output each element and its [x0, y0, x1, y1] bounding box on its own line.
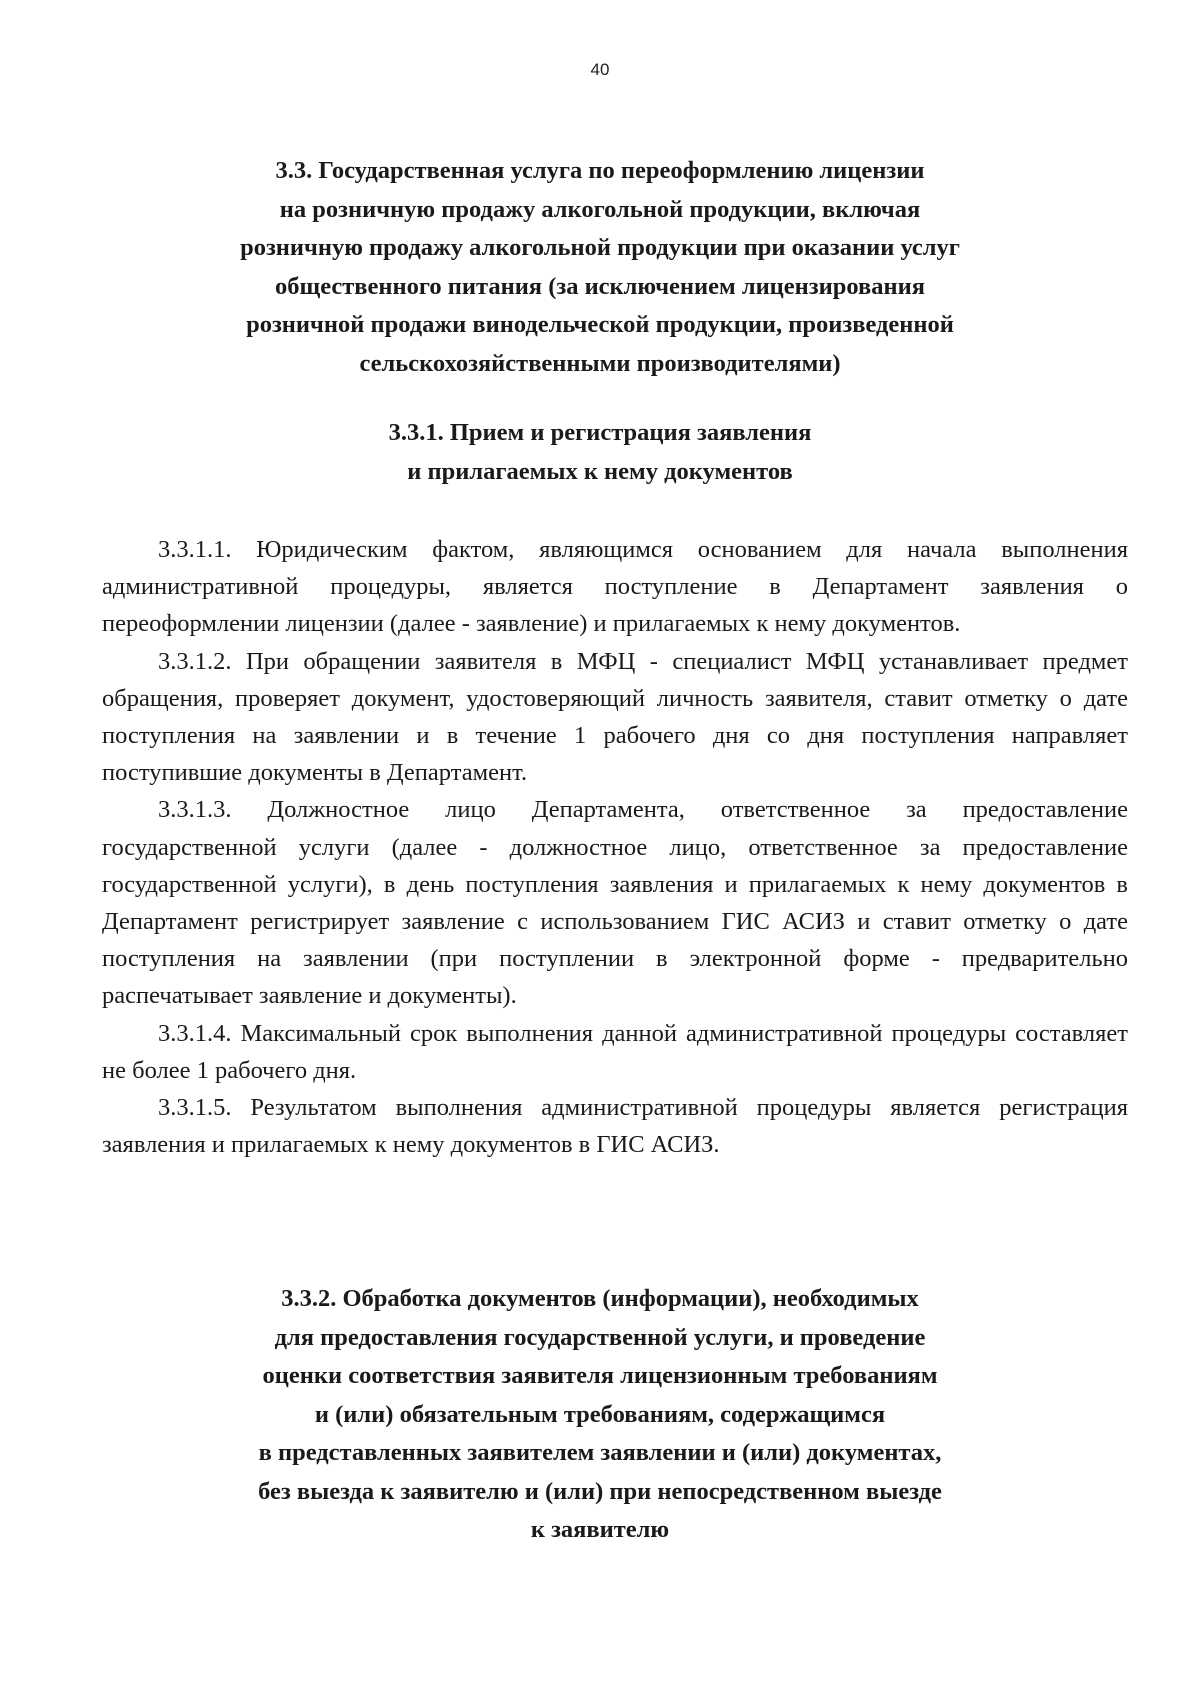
- subsection-heading-line: 3.3.1. Прием и регистрация заявления: [388, 419, 812, 446]
- section-heading: [100, 152, 1100, 383]
- subsection-heading-1: [100, 414, 1100, 491]
- subsection-heading-line: и прилагаемых к нему документов: [407, 457, 793, 485]
- section-heading-line: розничную продажу алкогольной продукции при оказании услуг: [240, 234, 960, 261]
- subsection-heading-line: 3.3.2. Обработка документов (информации), необходимых: [281, 1285, 919, 1312]
- subsection-heading-line: без выезда к заявителю и (или) при непосредственном выезде: [258, 1477, 942, 1505]
- paragraph-3-3-1-2: 3.3.1.2. При обращении заявителя в МФЦ - специалист МФЦ устанавливает предмет обращения, проверяет документ, удостоверяющий личность заявителя, ставит отметку о дате поступления на заявлении и в течение 1 рабочего дня со дня поступления направляет поступившие документы в Департамент.: [102, 647, 1128, 787]
- paragraph-3-3-1-3: 3.3.1.3. Должностное лицо Департамента, ответственное за предоставление государственной услуги (далее - должностное лицо, ответственное за предоставление государственной услуги), в день поступления заявления и прилагаемых к нему документов в Департамент регистрирует заявление с использованием ГИС АСИЗ и ставит отметку о дате поступления на заявлении (при поступлении в электронной форме - предварительно распечатывает заявление и документы).: [102, 796, 1128, 1010]
- section-heading-line: общественного питания (за исключением лицензирования: [275, 272, 925, 300]
- subsection-heading-line: в представленных заявителем заявлении и (или) документах,: [258, 1439, 942, 1466]
- section-heading-line: сельскохозяйственными производителями): [359, 349, 841, 377]
- section-heading-line: на розничную продажу алкогольной продукции, включая: [279, 195, 921, 223]
- subsection-heading-line: и (или) обязательным требованиям, содержащимся: [314, 1400, 886, 1428]
- paragraph-3-3-1-5: 3.3.1.5. Результатом выполнения административной процедуры является регистрация заявления и прилагаемых к нему документов в ГИС АСИЗ.: [102, 1094, 1128, 1159]
- section-heading-line: розничной продажи винодельческой продукции, произведенной: [246, 311, 954, 338]
- paragraph-3-3-1-4: 3.3.1.4. Максимальный срок выполнения данной административной процедуры составляет не более 1 рабочего дня.: [102, 1019, 1128, 1084]
- section-heading-line: 3.3. Государственная услуга по переоформлению лицензии: [275, 157, 925, 184]
- subsection-heading-line: оценки соответствия заявителя лицензионным требованиям: [262, 1362, 938, 1389]
- subsection-heading-line: для предоставления государственной услуги, и проведение: [274, 1323, 926, 1351]
- subsection-heading-2: [100, 1280, 1100, 1550]
- page-number: 40: [590, 60, 610, 79]
- body-text: [102, 531, 1128, 1163]
- subsection-heading-line: к заявителю: [530, 1516, 670, 1543]
- paragraph-3-3-1-1: 3.3.1.1. Юридическим фактом, являющимся основанием для начала выполнения административной процедуры, является поступление в Департамент заявления о переоформлении лицензии (далее - заявление) и прилагаемых к нему документов.: [102, 536, 1128, 638]
